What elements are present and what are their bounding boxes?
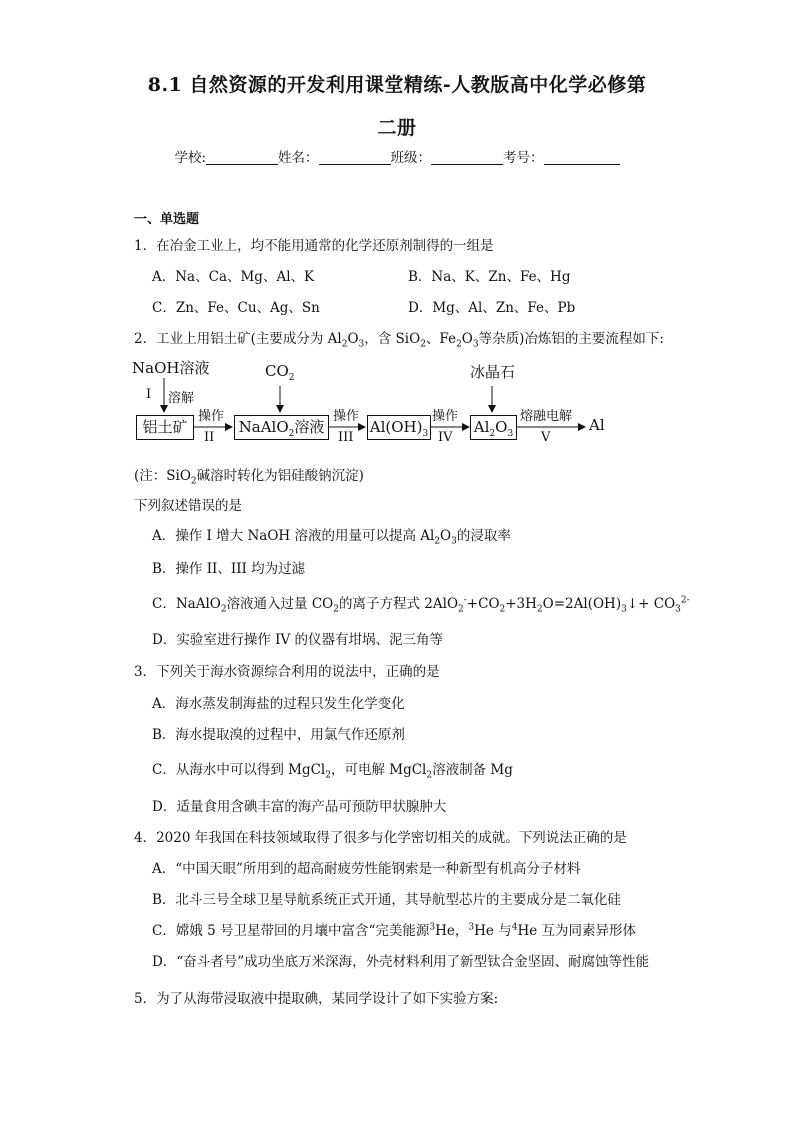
naoh-label: NaOH溶液: [132, 359, 210, 377]
page-title-line1: 8.1 自然资源的开发利用课堂精练-人教版高中化学必修第: [147, 74, 647, 96]
q1-stem: 1．在冶金工业上，均不能用通常的化学还原剂制得的一组是: [134, 238, 494, 254]
q2-option-b[interactable]: B．操作 II、III 均为过滤: [152, 561, 306, 577]
flow-arrows: [0, 0, 794, 470]
op5-number: V: [541, 430, 551, 445]
q2-option-c[interactable]: C．NaAlO$_2$溶液通入过量 $CO_2$的离子方程式 $2AlO_2^-+CO_2+3H_2O=2Al(OH)_3↓+ CO_3^{2-}$: [152, 595, 690, 615]
box-naalo2: NaAlO$_2$溶液: [234, 415, 329, 440]
op5-label: 熔融电解: [520, 409, 573, 424]
op3-number: III: [338, 430, 354, 445]
class-label: 班级：: [390, 150, 432, 166]
section-heading: 一、单选题: [134, 212, 200, 227]
q1-option-b[interactable]: B．Na、K、Zn、Fe、Hg: [408, 269, 571, 285]
q3-option-d[interactable]: D．适量食用含碘丰富的海产品可预防甲状腺肿大: [152, 799, 447, 815]
q3-stem: 3．下列关于海水资源综合利用的说法中，正确的是: [134, 664, 440, 680]
school-label: 学校:: [174, 150, 207, 166]
co2-label: $CO_2$: [265, 362, 295, 383]
q2-stem: 2．工业上用铝土矿(主要成分为 $Al_2O_3$，含 SiO$_2$、$Fe_2O_3$等杂质)冶炼铝的主要流程如下:: [134, 331, 664, 350]
op4-number: IV: [438, 430, 453, 445]
box-aloh3: $Al(OH)_3$: [367, 415, 431, 440]
page-title-line2: 二册: [377, 117, 417, 139]
step1-number: I: [146, 387, 152, 402]
op3-label: 操作: [333, 409, 360, 424]
box-al2o3: $Al_2O_3$: [470, 415, 517, 440]
q4-option-d[interactable]: D．“奋斗者号”成功坐底万米深海，外壳材料利用了新型钛合金坚固、耐腐蚀等性能: [152, 954, 650, 970]
product-al: Al: [589, 416, 605, 434]
q4-option-a[interactable]: A．“中国天眼”所用到的超高耐疲劳性能钢索是一种新型有机高分子材料: [152, 861, 581, 877]
q2-option-d[interactable]: D．实验室进行操作 IV 的仪器有坩埚、泥三角等: [152, 632, 443, 648]
name-label: 姓名：: [278, 150, 319, 166]
op4-label: 操作: [432, 409, 459, 424]
step1-label: 溶解: [168, 391, 195, 406]
q3-option-b[interactable]: B．海水提取溴的过程中，用氯气作还原剂: [152, 727, 405, 743]
q2-note: (注：SiO$_2$碱溶时转化为铝硅酸钠沉淀): [134, 468, 364, 487]
op2-label: 操作: [198, 409, 225, 424]
q4-stem: 4．2020 年我国在科技领域取得了很多与化学密切相关的成就。下列说法正确的是: [134, 830, 627, 846]
q3-option-a[interactable]: A．海水蒸发制海盐的过程只发生化学变化: [152, 696, 405, 712]
q4-option-c[interactable]: C．嫦娥 5 号卫星带回的月壤中富含“完美能源$^3$He，$^3$He 与$^4$He 互为同素异形体: [152, 922, 636, 939]
q2-option-a[interactable]: A．操作 I 增大 NaOH 溶液的用量可以提高 $Al_2O_3$的浸取率: [152, 528, 511, 547]
cryolite-label: 冰晶石: [470, 363, 516, 381]
q4-option-b[interactable]: B．北斗三号全球卫星导航系统正式开通，其导航型芯片的主要成分是二氧化硅: [152, 892, 621, 908]
op2-number: II: [204, 430, 215, 445]
q3-option-c[interactable]: C．从海水中可以得到 MgCl$_2$，可电解 MgCl$_2$溶液制备 Mg: [152, 762, 513, 781]
box-bauxite: 铝土矿: [136, 415, 194, 440]
q2-question: 下列叙述错误的是: [134, 498, 242, 514]
q1-option-a[interactable]: A．Na、Ca、Mg、Al、K: [152, 269, 315, 285]
q1-option-c[interactable]: C．Zn、Fe、Cu、Ag、Sn: [152, 300, 320, 316]
q5-stem: 5．为了从海带浸取液中提取碘，某同学设计了如下实验方案:: [134, 991, 499, 1007]
q1-option-d[interactable]: D．Mg、Al、Zn、Fe、Pb: [408, 300, 576, 316]
exam-no-label: 考号：: [503, 150, 544, 166]
